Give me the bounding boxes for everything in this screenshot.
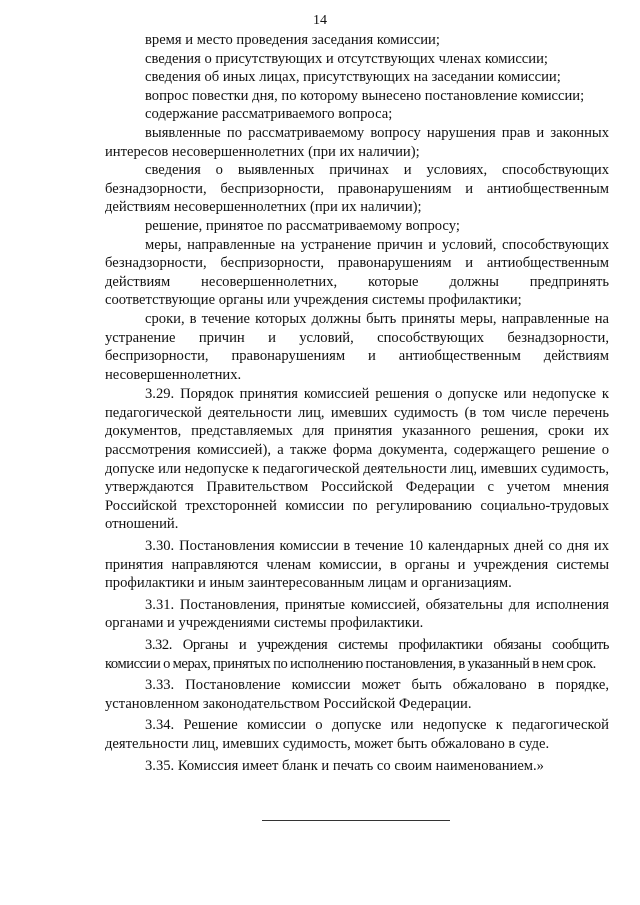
paragraph-3-32: 3.32. Органы и учреждения системы профилактики обязаны сообщить комиссии о мерах, принятых по исполнению постановления, в указанный в нем срок.	[105, 637, 609, 672]
paragraph-3-34: 3.34. Решение комиссии о допуске или недопуске к педагогической деятельности лиц, имевших судимость, может быть обжаловано в суде.	[105, 717, 609, 752]
list-item-agenda-question: вопрос повестки дня, по которому вынесено постановление комиссии;	[145, 87, 585, 104]
list-item-meeting-time-place: время и место проведения заседания комиссии;	[145, 32, 440, 48]
list-item-identified-causes: сведения о выявленных причинах и условиях, способствующих безнадзорности, беспризорности, правонарушениям и антиобщественным действиям несовершеннолетних (при их наличии);	[105, 162, 609, 216]
document-body	[105, 31, 609, 775]
paragraph-3-33: 3.33. Постановление комиссии может быть обжаловано в порядке, установленном законодательством Российской Федерации.	[105, 677, 609, 712]
list-item-other-attendees: сведения об иных лицах, присутствующих на заседании комиссии;	[145, 69, 561, 86]
list-item-question-content: содержание рассматриваемого вопроса;	[145, 106, 393, 123]
paragraph-3-29: 3.29. Порядок принятия комиссией решения о допуске или недопуске к педагогической деятельности лиц, имевших судимость (в том числе перечень документов, представляемых для принятия указанного решения, сроки их рассмотрения комиссией), а также форма документа, содержащего решение о допуске или недопуске к педагогической деятельности лиц, имевших судимость, утверждаются Правительством Российской Федерации с учетом мнения Российской трехсторонней комиссии по регулированию социально-трудовых отношений.	[105, 386, 609, 533]
list-item-deadlines: сроки, в течение которых должны быть приняты меры, направленные на устранение причин и условий, способствующих безнадзорности, беспризорности, правонарушениям и антиобщественным действиям несовершеннолетних.	[105, 310, 609, 383]
list-item-decision: решение, принятое по рассматриваемому вопросу;	[145, 217, 460, 234]
list-item-members-attendance: сведения о присутствующих и отсутствующих членах комиссии;	[145, 50, 548, 67]
paragraph-3-35: 3.35. Комиссия имеет бланк и печать со своим наименованием.»	[145, 757, 544, 774]
paragraph-3-31: 3.31. Постановления, принятые комиссией, обязательны для исполнения органами и учреждениями системы профилактики.	[105, 596, 609, 632]
closing-divider-line	[262, 820, 450, 821]
page-number: 14	[313, 13, 327, 28]
list-item-measures: меры, направленные на устранение причин и условий, способствующих безнадзорности, беспризорности, правонарушениям и антиобщественным действиям несовершеннолетних, которые должны предпринять соответствующие органы или учреждения системы профилактики;	[105, 236, 609, 309]
paragraph-3-30: 3.30. Постановления комиссии в течение 10 календарных дней со дня их принятия направляются членам комиссии, в органы и учреждения системы профилактики и иным заинтересованным лицам и организациям.	[105, 538, 609, 592]
list-item-rights-violations: выявленные по рассматриваемому вопросу нарушения прав и законных интересов несовершеннолетних (при их наличии);	[105, 124, 609, 160]
